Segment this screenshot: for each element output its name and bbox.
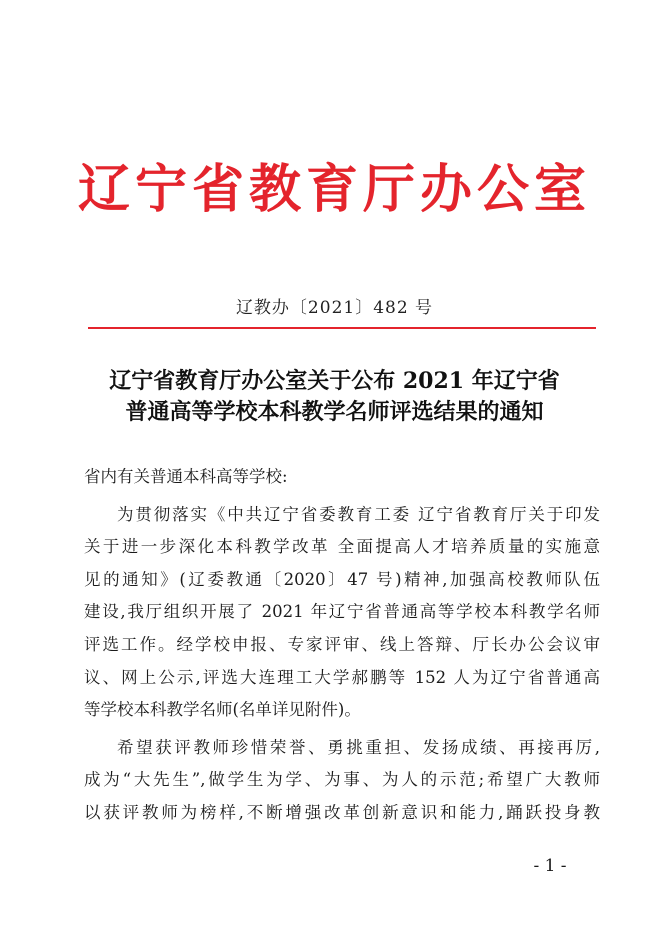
- paragraph-2-line: 成为“大先生”,做学生为学、为事、为人的示范;希望广大教师: [84, 770, 600, 790]
- document-body: [84, 461, 600, 830]
- paragraph-1-line: 评选工作。经学校申报、专家评审、线上答辩、厅长办公会议审: [84, 634, 600, 654]
- document-number: 辽教办〔2021〕482 号: [235, 298, 434, 318]
- paragraph-1-line: 建设,我厅组织开展了 2021 年辽宁省普通高等学校本科教学名师: [84, 602, 600, 622]
- paragraph-2-line: 以获评教师为榜样,不断增强改革创新意识和能力,踊跃投身教: [84, 802, 600, 822]
- paragraph-1-line: 为贯彻落实《中共辽宁省委教育工委 辽宁省教育厅关于印发: [117, 504, 600, 524]
- paragraph-2-line: 希望获评教师珍惜荣誉、勇挑重担、发扬成绩、再接再厉,: [117, 737, 600, 757]
- paragraph-1-line: 等学校本科教学名师(名单详见附件)。: [84, 700, 361, 720]
- paragraph-1-line: 议、网上公示,评选大连理工大学郝鹏等 152 人为辽宁省普通高: [84, 667, 600, 687]
- paragraph-1-line: 见的通知》(辽委教通〔2020〕47 号)精神,加强高校教师队伍: [84, 569, 600, 589]
- issuer-masthead: 辽宁省教育厅办公室: [77, 159, 591, 220]
- red-divider-line: [88, 327, 596, 329]
- document-title: [60, 366, 609, 428]
- paragraph-1-line: 关于进一步深化本科教学改革 全面提高人才培养质量的实施意: [84, 537, 600, 557]
- salutation: 省内有关普通本科高等学校:: [84, 467, 288, 486]
- title-line-2: 普通高等学校本科教学名师评选结果的通知: [125, 399, 544, 425]
- page-number: - 1 -: [533, 856, 567, 876]
- title-line-1: 辽宁省教育厅办公室关于公布 2021 年辽宁省: [109, 368, 560, 394]
